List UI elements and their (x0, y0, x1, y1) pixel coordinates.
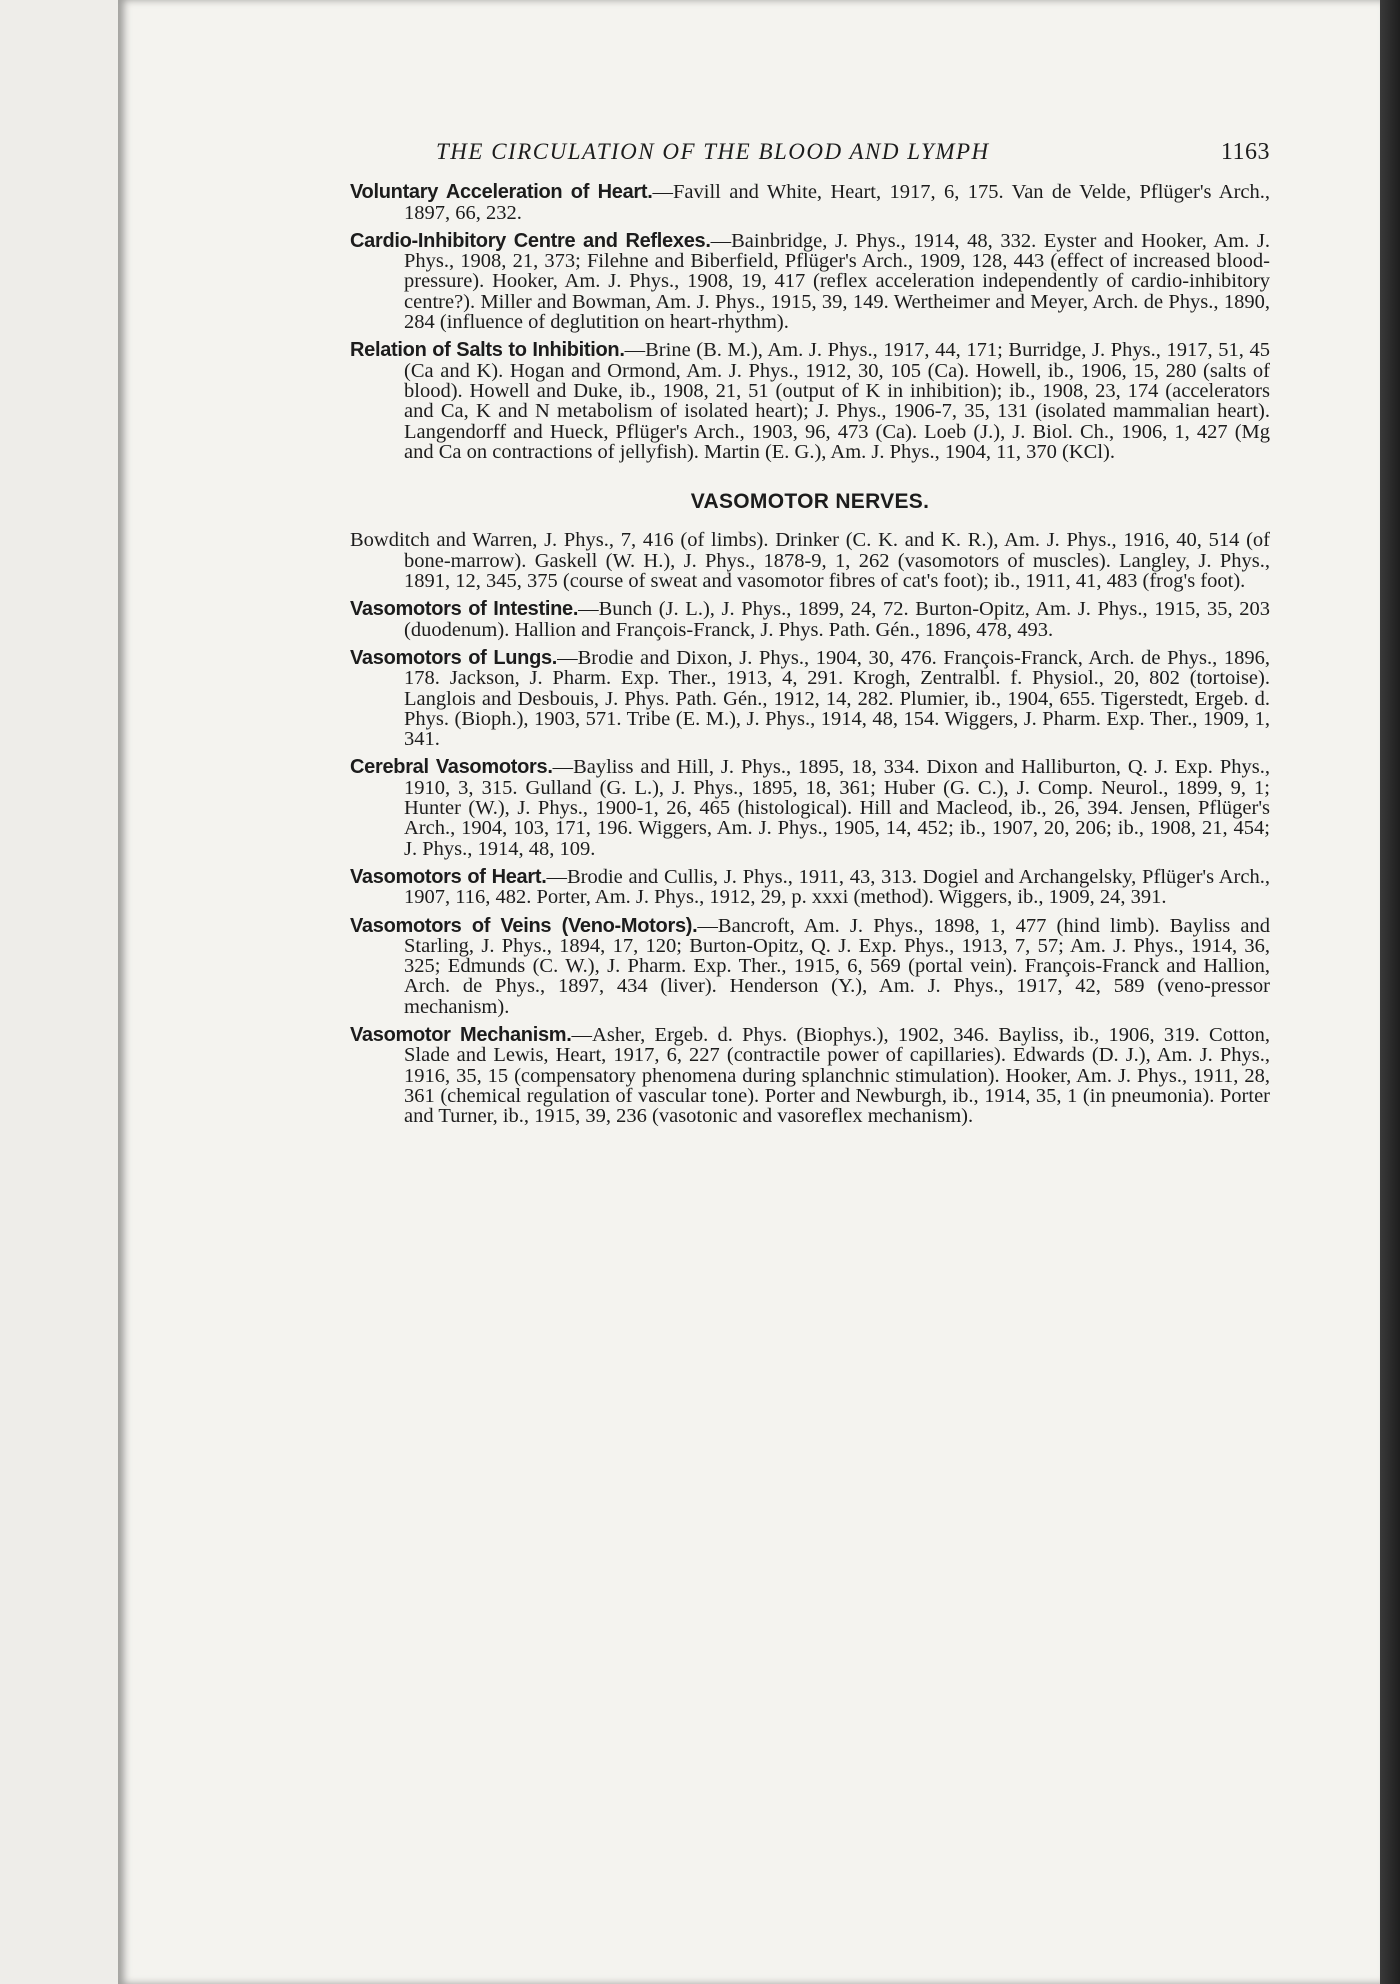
left-page-margin (0, 0, 118, 1984)
section-title: VASOMOTOR NERVES. (690, 490, 930, 514)
bibliography-entry (350, 182, 1270, 223)
entry-heading: Cardio-Inhibitory Centre and Reflexes. (350, 229, 711, 252)
entry-heading: Cerebral Vasomotors. (350, 756, 553, 779)
entry-heading: Vasomotors of Lungs. (350, 646, 558, 669)
bibliography-entry (350, 916, 1270, 1017)
entry-heading: Vasomotor Mechanism. (350, 1023, 572, 1046)
entry-body: —Asher, Ergeb. d. Phys. (Biophys.), 1902, 346. Bayliss, ib., 1906, 319. Cotton, Slade and Lewis, Heart, 1917, 6, 227 (contractile power of capillaries). Edwards (D. J.), Am. J. Phys., 1916, 35, 15 (compensatory phenomena during splanchnic stimulation). Hooker, Am. J. Phys., 1911, 28, 361 (chemical regulation of vascular tone). Porter and Newburgh, ib., 1914, 35, 1 (in pneumonia). Porter and Turner, ib., 1915, 39, 236 (vasotonic and vasoreflex mechanism). (404, 1023, 1270, 1128)
bibliography-entry (350, 648, 1270, 749)
running-header-title: THE CIRCULATION OF THE BLOOD AND LYMPH (436, 139, 990, 164)
entry-body: —Bunch (J. L.), J. Phys., 1899, 24, 72. Burton-Opitz, Am. J. Phys., 1915, 35, 203 (duodenum). Hallion and François-Franck, J. Phys. Path. Gén., 1896, 478, 493. (404, 598, 1270, 641)
bibliography-entry (350, 340, 1270, 462)
entry-heading: Voluntary Acceleration of Heart. (350, 181, 653, 204)
bibliography-entry (350, 231, 1270, 332)
entries-vasomotor (350, 530, 1270, 1126)
entry-body: —Brine (B. M.), Am. J. Phys., 1917, 44, 171; Burridge, J. Phys., 1917, 51, 45 (Ca and K). Hogan and Ormond, Am. J. Phys., 1912, 30, 105 (Ca). Howell, ib., 1906, 15, 280 (salts of blood). Howell and Duke, ib., 1908, 21, 51 (output of K in inhibition); ib., 1908, 23, 174 (accelerators and Ca, K and N metabolism of isolated heart); J. Phys., 1906-7, 35, 131 (isolated mammalian heart). Langendorff and Hueck, Pflüger's Arch., 1903, 96, 473 (Ca). Loeb (J.), J. Biol. Ch., 1906, 1, 427 (Mg and Ca on contractions of jellyfish). Martin (E. G.), Am. J. Phys., 1904, 11, 370 (KCl). (404, 339, 1271, 463)
bibliography-entry (350, 530, 1270, 591)
page-number: 1163 (1220, 139, 1270, 165)
entry-body: —Favill and White, Heart, 1917, 6, 175. Van de Velde, Pflüger's Arch., 1897, 66, 232. (404, 181, 1270, 224)
running-header (436, 139, 1270, 165)
entry-body: —Brodie and Dixon, J. Phys., 1904, 30, 476. François-Franck, Arch. de Phys., 1896, 178. Jackson, J. Pharm. Exp. Ther., 1913, 4, 291. Krogh, Zentralbl. f. Physiol., 20, 802 (tortoise). Langlois and Desbouis, J. Phys. Path. Gén., 1912, 14, 282. Plumier, ib., 1904, 655. Tigerstedt, Ergeb. d. Phys. (Bioph.), 1903, 571. Tribe (E. M.), J. Phys., 1914, 48, 154. Wiggers, J. Pharm. Exp. Ther., 1909, 1, 341. (404, 646, 1270, 751)
page-content (350, 130, 1270, 1134)
bibliography-entry (350, 757, 1270, 858)
entry-body: —Brodie and Cullis, J. Phys., 1911, 43, 313. Dogiel and Archangelsky, Pflüger's Arch., 1907, 116, 482. Porter, Am. J. Phys., 1912, 29, p. xxxi (method). Wiggers, ib., 1909, 24, 391. (404, 865, 1270, 909)
entry-body: —Bayliss and Hill, J. Phys., 1895, 18, 334. Dixon and Halliburton, Q. J. Exp. Phys., 1910, 3, 315. Gulland (G. L.), J. Phys., 1895, 18, 361; Huber (G. C.), J. Comp. Neurol., 1899, 9, 1; Hunter (W.), J. Phys., 1900-1, 26, 465 (histological). Hill and Macleod, ib., 26, 394. Jensen, Pflüger's Arch., 1904, 103, 171, 196. Wiggers, Am. J. Phys., 1905, 14, 452; ib., 1907, 20, 206; ib., 1908, 21, 454; J. Phys., 1914, 48, 109. (404, 756, 1270, 860)
bibliography-entry (350, 867, 1270, 908)
entries-top (350, 182, 1270, 462)
entry-heading: Relation of Salts to Inhibition. (350, 339, 625, 362)
bibliography-entry (350, 1025, 1270, 1126)
entry-body: Bowditch and Warren, J. Phys., 7, 416 (of limbs). Drinker (C. K. and K. R.), Am. J. Phys., 1916, 40, 514 (of bone-marrow). Gaskell (W. H.), J. Phys., 1878-9, 1, 262 (vasomotors of muscles). Langley, J. Phys., 1891, 12, 345, 375 (course of sweat and vasomotor fibres of cat's foot); ib., 1911, 41, 483 (frog's foot). (350, 529, 1270, 593)
entry-heading: Vasomotors of Heart. (350, 865, 547, 888)
entry-heading: Vasomotors of Intestine. (350, 598, 579, 621)
entry-heading: Vasomotors of Veins (Veno-Motors). (350, 914, 698, 937)
entry-body: —Bainbridge, J. Phys., 1914, 48, 332. Eyster and Hooker, Am. J. Phys., 1908, 21, 373; Filehne and Biberfield, Pflüger's Arch., 1909, 128, 443 (effect of increased blood-pressure). Hooker, Am. J. Phys., 1908, 19, 417 (reflex acceleration independently of cardio-inhibitory centre?). Miller and Bowman, Am. J. Phys., 1915, 39, 149. Wertheimer and Meyer, Arch. de Phys., 1890, 284 (influence of deglutition on heart-rhythm). (404, 229, 1270, 334)
bibliography-entry (350, 599, 1270, 640)
book-right-edge (1380, 0, 1400, 1984)
entry-body: —Bancroft, Am. J. Phys., 1898, 1, 477 (hind limb). Bayliss and Starling, J. Phys., 1894, 17, 120; Burton-Opitz, Q. J. Exp. Phys., 1913, 7, 57; Am. J. Phys., 1914, 36, 325; Edmunds (C. W.), J. Pharm. Exp. Ther., 1915, 6, 569 (portal vein). François-Franck and Hallion, Arch. de Phys., 1897, 434 (liver). Henderson (Y.), Am. J. Phys., 1917, 42, 589 (veno-pressor mechanism). (404, 914, 1270, 1018)
